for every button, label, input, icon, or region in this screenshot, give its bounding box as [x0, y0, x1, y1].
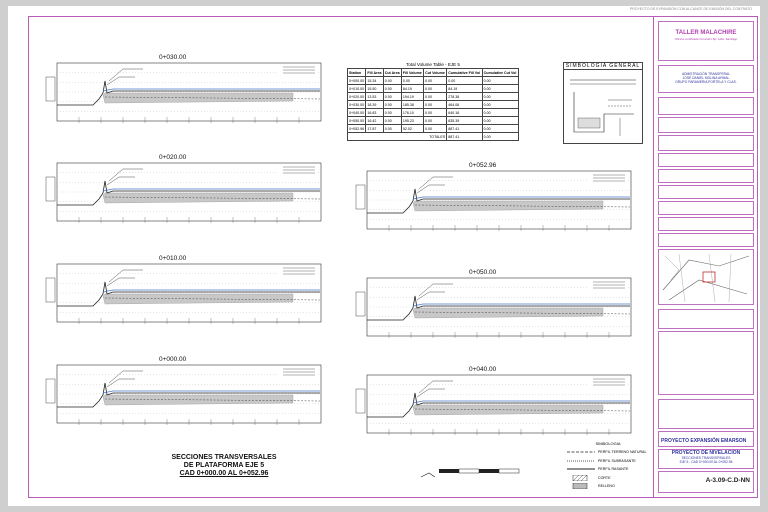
- col-cum-cut: Cumulative Cut Vol: [482, 69, 518, 77]
- table-cell: 0.00: [424, 109, 447, 117]
- elevation-callout: [356, 185, 365, 209]
- owner-box: ADMISTRACIÓN TRANSPERAL JOSÉ DANIEL MOLINA ARMAL GRUPO PARAMERIA PORTELA Y CLAS.: [658, 65, 754, 93]
- table-cell: 0.00: [383, 101, 401, 109]
- table-cell: 0.00: [482, 77, 518, 85]
- table-cell: 0.00: [482, 109, 518, 117]
- table-cell: 84.19: [401, 85, 423, 93]
- symbology-title: SIMBOLOGIA GENERAL: [565, 63, 641, 69]
- legend: [567, 441, 649, 491]
- table-cell: 0.00: [383, 85, 401, 93]
- callout-leader: [417, 292, 445, 300]
- location-map-drawing: [659, 250, 753, 304]
- elevation-callout: [46, 278, 55, 302]
- section-title-010: 0+010.00: [159, 255, 187, 262]
- table-cell: 0.00: [482, 85, 518, 93]
- table-cell: 195.23: [401, 117, 423, 125]
- table-cell: 0.00: [482, 93, 518, 101]
- revisions-box: [658, 399, 754, 429]
- cross-section-000[interactable]: [43, 363, 333, 429]
- table-cell: 84.19: [447, 85, 482, 93]
- section-title-030: 0+030.00: [159, 54, 187, 61]
- tb-row-8: [658, 217, 754, 231]
- table-cell: 464.06: [447, 101, 482, 109]
- cross-section-030[interactable]: [43, 61, 333, 127]
- table-cell: 278.38: [447, 93, 482, 101]
- fill-area: [413, 405, 603, 415]
- tb-row-2: [658, 117, 754, 133]
- table-cell: 194.19: [401, 93, 423, 101]
- sheet-title-box: [658, 449, 754, 469]
- fill-area: [103, 193, 293, 203]
- table-cell: 15.34: [366, 77, 383, 85]
- notes-box: [658, 331, 754, 395]
- legend-title: SIMBOLOGIA: [595, 441, 621, 446]
- scale-bar: [419, 465, 529, 481]
- callout-leader: [109, 169, 143, 181]
- section-title-000: 0+000.00: [159, 356, 187, 363]
- table-cell: 0.00: [447, 77, 482, 85]
- callout-leader: [419, 284, 453, 296]
- table-cell: 0+050.00: [349, 118, 365, 123]
- drawing-area: [29, 17, 651, 497]
- sheet-subtitle-2: EJE 5 - CAD 0+000.00 AL 0+052.96: [679, 460, 733, 465]
- symbology-box: [563, 62, 643, 144]
- sheet-number: A-3.09-C.D-NN: [705, 477, 750, 484]
- volume-table-row: [348, 117, 519, 125]
- total-label: TOTALES: [348, 133, 447, 141]
- volume-table-row: [348, 125, 519, 133]
- table-cell: 0.00: [401, 77, 423, 85]
- elevation-callout: [356, 389, 365, 413]
- project-name: PROYECTO EXPANSIÓN EMARSON: [658, 431, 754, 447]
- legend-item-grade: PERFIL RASANTE: [598, 467, 629, 472]
- firm-logo: TALLER MALACHIRE: [675, 30, 737, 36]
- callout-leader: [417, 389, 445, 397]
- fill-area: [413, 308, 603, 318]
- total-cut: 0.00: [482, 133, 518, 141]
- table-cell: 0+052.96: [349, 126, 365, 131]
- callout-leader: [419, 381, 453, 393]
- callout-leader: [109, 270, 143, 282]
- table-cell: 0.00: [482, 125, 518, 133]
- legend-item-natural: PERFIL TERRENO NATURAL: [598, 450, 647, 455]
- table-cell: 0+020.00: [349, 94, 365, 99]
- callout-leader: [419, 177, 453, 189]
- col-cut-area: Cut Area: [384, 70, 400, 75]
- section-title-050: 0+050.00: [469, 269, 497, 276]
- elevation-callout: [46, 379, 55, 403]
- legend-item-cut: CORTE: [567, 474, 649, 483]
- col-station: Station: [348, 69, 366, 77]
- col-fill-area: Fill Area: [367, 70, 382, 75]
- elevation-callout: [46, 177, 55, 201]
- legend-item-fill: RELLENO: [567, 482, 649, 491]
- tb-row-5: [658, 169, 754, 183]
- tb-row-1: [658, 97, 754, 115]
- section-title-020: 0+020.00: [159, 154, 187, 161]
- callout-leader: [107, 278, 135, 286]
- callout-leader: [417, 185, 445, 193]
- table-cell: 0.00: [482, 117, 518, 125]
- table-cell: 185.38: [401, 101, 423, 109]
- logo-box: [658, 21, 754, 61]
- sheet-subtitle-1: SECCIONES TRANSVERSALES: [681, 456, 731, 461]
- table-cell: 0+030.00: [349, 102, 365, 107]
- legend-item-subgrade: PERFIL SUBRASANTE: [598, 458, 636, 463]
- elevation-callout: [46, 77, 55, 101]
- table-cell: 0.00: [424, 101, 447, 109]
- callout-leader: [107, 77, 135, 85]
- table-cell: 52.02: [401, 125, 423, 133]
- table-cell: 17.87: [366, 125, 383, 133]
- tb-row-9: [658, 233, 754, 247]
- table-cell: 0.00: [383, 125, 401, 133]
- table-cell: 0+000.00: [349, 78, 365, 83]
- table-cell: 16.83: [366, 109, 383, 117]
- fill-area: [103, 395, 293, 405]
- table-cell: 0.00: [424, 125, 447, 133]
- cross-section-010[interactable]: [43, 262, 333, 328]
- cross-section-052[interactable]: [353, 169, 643, 235]
- sheet-number-box: [658, 471, 754, 493]
- tb-row-10: [658, 309, 754, 329]
- table-cell: 15.50: [366, 85, 383, 93]
- table-cell: 13.53: [366, 93, 383, 101]
- table-cell: 0.00: [383, 109, 401, 117]
- col-cut-volume: Cut Volume: [425, 70, 445, 75]
- table-cell: 0.00: [424, 85, 447, 93]
- fill-area: [103, 294, 293, 304]
- callout-leader: [107, 379, 135, 387]
- table-cell: 0.00: [383, 117, 401, 125]
- firm-tagline: Oficina certificada Comisión Sp. Ltda. Santiago: [674, 36, 738, 41]
- volume-table-row: [348, 85, 519, 93]
- table-cell: 0+010.00: [349, 86, 365, 91]
- table-cell: 16.42: [366, 117, 383, 125]
- main-title-line2: DE PLATAFORMA EJE 5: [183, 462, 265, 470]
- tb-row-3: [658, 135, 754, 151]
- table-cell: 176.10: [401, 109, 423, 117]
- volume-table-row: [348, 93, 519, 101]
- elevation-callout: [356, 292, 365, 316]
- fill-area: [103, 93, 293, 103]
- tb-row-4: [658, 153, 754, 167]
- callout-leader: [109, 371, 143, 383]
- title-block: [653, 17, 758, 497]
- section-title-040: 0+040.00: [469, 366, 497, 373]
- volume-table-row: [348, 109, 519, 117]
- tb-row-7: [658, 201, 754, 215]
- location-map[interactable]: [658, 249, 754, 305]
- table-cell: 0.00: [424, 77, 447, 85]
- sheet-main-title: [149, 454, 299, 478]
- col-fill-volume: Fill Volume: [402, 70, 422, 75]
- table-cell: 640.16: [447, 109, 482, 117]
- cross-section-050[interactable]: [353, 276, 643, 342]
- drawing-sheet: [8, 6, 760, 506]
- volume-table: [347, 62, 519, 141]
- callout-leader: [109, 69, 143, 81]
- volume-table-row: [348, 101, 519, 109]
- symbology-diagram: [564, 70, 642, 142]
- volume-table-row: [348, 77, 519, 85]
- table-cell: 18.39: [366, 101, 383, 109]
- volume-table-title: Total Volume Table - EJE 5: [406, 62, 460, 67]
- tb-row-6: [658, 185, 754, 199]
- volume-table-total-row: [348, 133, 519, 141]
- total-fill: 887.41: [447, 133, 482, 141]
- table-cell: 0+040.00: [349, 110, 365, 115]
- col-cum-fill: Cumulative Fill Vol: [447, 69, 482, 77]
- table-cell: 0.00: [383, 77, 401, 85]
- table-cell: 835.39: [447, 117, 482, 125]
- table-cell: 0.00: [482, 101, 518, 109]
- top-note: PROYECTO DE EXPANSION CON ALCANCE DE EMISIÓN DEL CONTRATO: [629, 7, 752, 11]
- volume-table-header: [348, 69, 519, 77]
- main-title-line1: SECCIONES TRANSVERSALES: [171, 454, 277, 461]
- callout-leader: [107, 177, 135, 185]
- table-cell: 0.00: [383, 93, 401, 101]
- table-cell: 0.00: [424, 93, 447, 101]
- fill-area: [413, 201, 603, 211]
- cross-section-040[interactable]: [353, 373, 643, 439]
- cross-section-020[interactable]: [43, 161, 333, 227]
- main-title-line3: CAD 0+000.00 AL 0+052.96: [179, 470, 269, 478]
- sheet-title: PROYECTO DE NIVELACIÓN: [671, 450, 741, 456]
- section-title-052: 0+052.96: [469, 162, 497, 169]
- sheet-frame: [28, 16, 758, 498]
- table-cell: 887.41: [447, 125, 482, 133]
- table-cell: 0.00: [424, 117, 447, 125]
